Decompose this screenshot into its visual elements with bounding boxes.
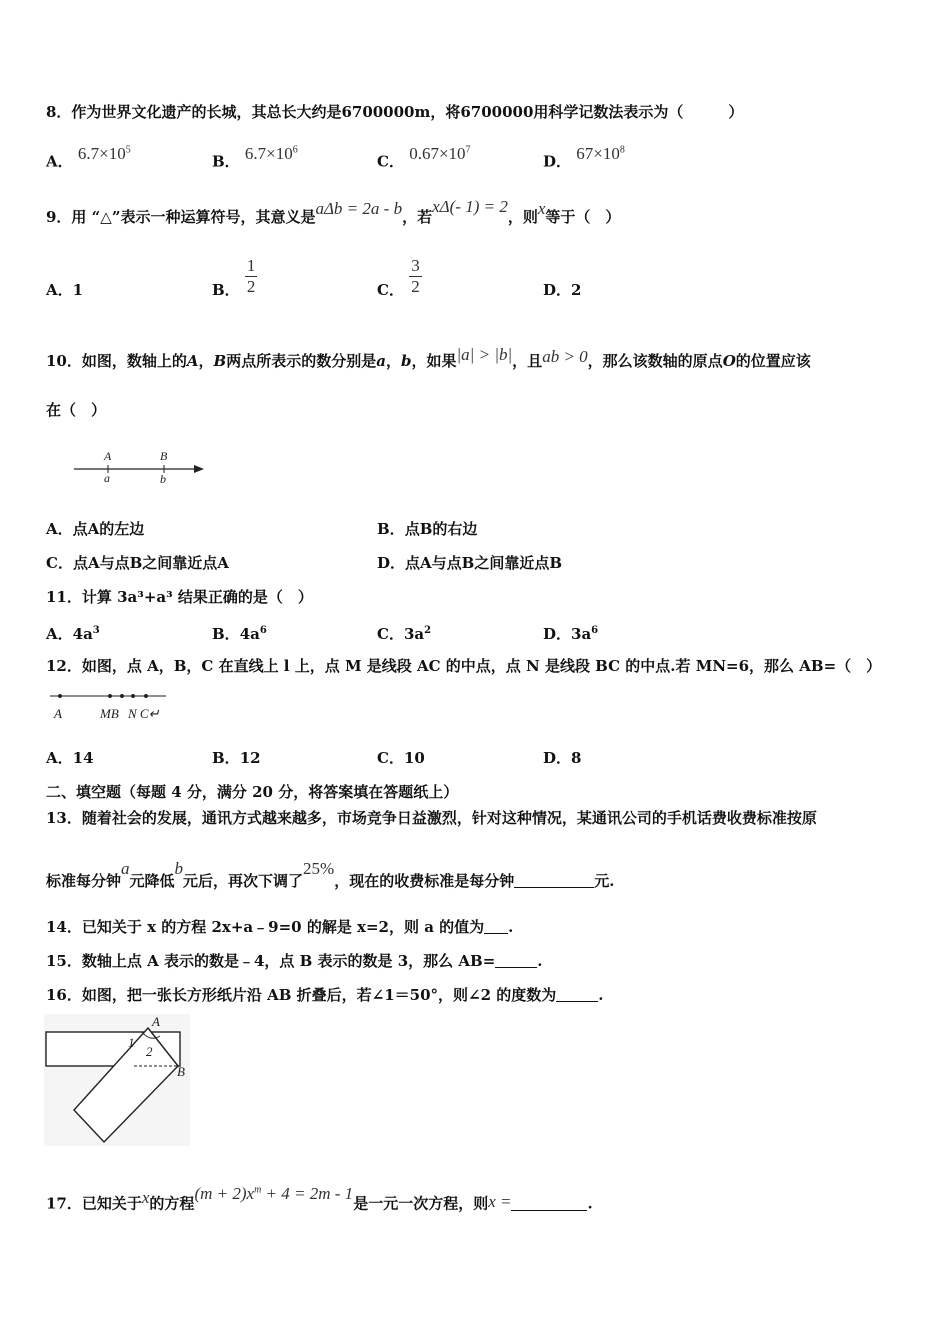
q11-option-d-coef: 3a: [571, 625, 592, 643]
q12-option-c-label: C．: [377, 749, 404, 767]
q10-option-a[interactable]: [46, 519, 144, 539]
q17-var: x: [141, 1187, 150, 1207]
q11-option-d[interactable]: [543, 621, 598, 644]
q16-folded-paper-figure: [44, 1014, 190, 1146]
q16-fig-2: 2: [146, 1044, 153, 1059]
q17-ans: x =: [488, 1191, 512, 1211]
q8-stem: 8．作为世界文化遗产的长城，其总长大约是6700000m，将6700000用科学记数法表示为（ ）: [46, 103, 744, 121]
q17-answer-blank[interactable]: [511, 1195, 587, 1211]
q13-p2: 元降低: [129, 872, 175, 890]
q9-option-a-label: A．: [46, 281, 73, 299]
q8-option-c[interactable]: [377, 143, 471, 172]
q10-expr1: |a| > |b|: [456, 345, 513, 364]
q12-stem: 12．如图，点 A，B，C 在直线上 l 上，点 M 是线段 AC 的中点，点 N 是线段 BC 的中点.若 MN=6，那么 AB=（ ）: [46, 657, 882, 675]
q12-fig-A: A: [54, 706, 62, 721]
q10-option-c-text: 点A与点B之间靠近点A: [72, 554, 229, 572]
q14-end: .: [508, 918, 514, 936]
q11-option-a-exp: 3: [92, 625, 100, 636]
q15: [46, 951, 543, 971]
q17-expr-exp: m: [254, 1184, 262, 1195]
q10-option-b-text: 点B的右边: [404, 520, 478, 538]
q9-stem-b: ，若: [402, 208, 433, 226]
q17-p3: 是一元一次方程，则: [353, 1194, 489, 1213]
q9-c-den: 2: [411, 277, 420, 296]
q11-stem: 11．计算 3a³+a³ 结果正确的是（ ）: [46, 588, 313, 606]
q10-option-a-label: A．: [46, 520, 73, 538]
q12-line-figure: [48, 688, 178, 724]
q8-d-exp: 8: [619, 144, 625, 155]
q8-b-base: 6.7×10: [244, 143, 293, 163]
q17-expr-a: (m + 2)x: [194, 1183, 255, 1203]
q13-p3: 元后，再次下调了: [183, 872, 304, 890]
q12-point-b: [120, 694, 124, 698]
q12-option-c[interactable]: [377, 748, 425, 768]
q17-p1: 17．已知关于: [46, 1194, 142, 1213]
q11-option-c-label: C．: [377, 625, 404, 643]
q8-d-base: 67×10: [576, 143, 620, 163]
q10-stem-f: 的位置应该: [735, 352, 811, 370]
q16-fig-1: 1: [128, 1035, 135, 1050]
q8-option-c-label: C．: [377, 152, 404, 171]
q11-option-d-label: D．: [543, 625, 572, 643]
q9-b-num: 1: [246, 256, 256, 275]
q10-arrow-icon: [194, 465, 204, 473]
q11-option-a[interactable]: [46, 621, 100, 644]
q11-option-d-exp: 6: [591, 625, 599, 636]
q10-number-line-figure: [70, 446, 210, 488]
q10-option-c-label: C．: [46, 554, 73, 572]
q10-sep1: ，: [198, 352, 214, 370]
q15-end: .: [537, 952, 543, 970]
q10-option-b[interactable]: [377, 519, 477, 539]
q9-option-c-label: C．: [377, 281, 404, 299]
q10-expr2: ab > 0: [542, 347, 588, 366]
q10-stem-e: ，那么该数轴的原点: [587, 352, 723, 370]
q12-option-d[interactable]: [543, 748, 581, 768]
q10-fig-B: B: [160, 449, 168, 463]
q10-option-d-text: 点A与点B之间靠近点B: [405, 554, 563, 572]
q9-stem: [46, 197, 621, 227]
q12-point-a: [58, 694, 62, 698]
q8-option-c-value: [409, 144, 470, 163]
q16-text: 16．如图，把一张长方形纸片沿 AB 折叠后，若∠1＝50°，则∠2 的度数为: [46, 986, 557, 1004]
q8-option-d[interactable]: [543, 143, 625, 172]
q9-option-d-label: D．: [543, 281, 572, 299]
q9-b-den: 2: [246, 277, 256, 296]
q11-option-b[interactable]: [212, 621, 267, 644]
q9-expr2: xΔ(- 1) = 2: [432, 197, 508, 216]
q8-option-a[interactable]: [46, 143, 131, 172]
q9-option-b-fraction: [245, 256, 258, 297]
q14: [46, 917, 513, 937]
q17: [46, 1183, 593, 1214]
q12-option-a-value: 14: [72, 749, 94, 767]
q8-option-a-value: [78, 144, 131, 163]
q10-B: B: [213, 352, 227, 370]
q13-answer-blank[interactable]: [514, 872, 594, 888]
q8-option-b-value: [245, 144, 298, 163]
q11-option-c[interactable]: [377, 621, 431, 644]
q8-b-exp: 6: [292, 144, 298, 155]
q11-option-b-label: B．: [212, 625, 240, 643]
q9-option-b-label: B．: [212, 281, 240, 299]
q9-option-c[interactable]: [377, 256, 422, 297]
q12-option-c-value: 10: [403, 749, 425, 767]
q9-stem-c: ，则: [507, 208, 538, 226]
q11-option-a-label: A．: [46, 625, 73, 643]
q12-point-c: [144, 694, 148, 698]
q13-p1: 标准每分钟: [46, 872, 122, 890]
q8-a-exp: 5: [125, 144, 131, 155]
q17-expr-b: + 4 = 2m - 1: [261, 1183, 354, 1203]
q12-option-b-label: B．: [212, 749, 240, 767]
q8-option-d-value: [576, 144, 625, 163]
q9-option-d-value: 2: [571, 281, 582, 299]
q10-fig-b: b: [160, 472, 166, 486]
q9-option-a-value: 1: [72, 281, 84, 299]
q11-option-c-coef: 3a: [403, 625, 425, 643]
q15-text: 15．数轴上点 A 表示的数是﹣4，点 B 表示的数是 3，那么 AB=: [46, 952, 496, 970]
q10-a: a: [376, 352, 386, 370]
q11-option-a-coef: 4a: [72, 625, 93, 643]
q8-c-base: 0.67×10: [409, 143, 466, 163]
q10-sep2: ，: [385, 352, 401, 370]
q17-expr: [194, 1184, 353, 1203]
q15-answer-blank[interactable]: [495, 952, 537, 968]
q13-p5: 元.: [594, 872, 615, 890]
q9-c-num: 3: [411, 256, 420, 275]
q12-fig-NC: N C↵: [128, 706, 160, 721]
q12-option-a-label: A．: [46, 749, 73, 767]
q9-option-d[interactable]: [543, 280, 581, 300]
q10-option-d[interactable]: [377, 553, 562, 573]
section-title-fill-blank: 二、填空题（每题 4 分，满分 20 分，将答案填在答题纸上）: [46, 783, 459, 801]
q9-stem-d: 等于（ ）: [545, 208, 621, 226]
q13-p4: ，现在的收费标准是每分钟: [334, 872, 515, 890]
q12-option-b-value: 12: [239, 749, 261, 767]
q16-fig-A: A: [152, 1014, 160, 1029]
q8-option-b-label: B．: [212, 152, 240, 171]
q14-answer-blank[interactable]: [484, 918, 508, 934]
q8-c-exp: 7: [465, 144, 471, 155]
q10-stem: [46, 345, 811, 371]
q10-stem-b: 两点所表示的数分别是: [226, 352, 377, 370]
q8-a-base: 6.7×10: [77, 143, 126, 163]
q10-stem-a: 10．如图，数轴上的: [46, 352, 187, 370]
q9-option-c-fraction: [409, 256, 422, 297]
q9-var: x: [537, 199, 546, 218]
q8-option-b[interactable]: [212, 143, 298, 172]
q13-a: a: [121, 859, 130, 878]
q11-option-b-coef: 4a: [239, 625, 260, 643]
q16-end: .: [598, 986, 604, 1004]
q17-end: .: [587, 1194, 593, 1213]
q11-option-c-exp: 2: [424, 625, 432, 636]
q10-fig-A: A: [104, 449, 112, 463]
q10-O: O: [722, 352, 736, 370]
q10-stem-d: ，且: [512, 352, 543, 370]
q9-option-a[interactable]: [46, 280, 83, 300]
q11-option-b-exp: 6: [259, 625, 267, 636]
q8-option-a-label: A．: [46, 152, 73, 171]
q14-text: 14．已知关于 x 的方程 2x+a﹣9=0 的解是 x=2，则 a 的值为: [46, 918, 485, 936]
q13-b: b: [174, 859, 184, 878]
q13-line2: [46, 859, 615, 891]
q9-option-b[interactable]: [212, 256, 257, 297]
q10-option-c[interactable]: [46, 553, 229, 573]
q9-expr1: aΔb = 2a - b: [315, 199, 403, 218]
q16-fig-B: B: [177, 1064, 185, 1079]
q10-option-a-text: 点A的左边: [72, 520, 145, 538]
q12-option-d-value: 8: [571, 749, 582, 767]
q10-stem-c: ，如果: [411, 352, 457, 370]
q10-option-b-label: B．: [377, 520, 405, 538]
q10-stem-line2: 在（ ）: [46, 401, 107, 419]
q12-point-n: [131, 694, 135, 698]
q10-A: A: [186, 352, 199, 370]
q8-option-d-label: D．: [543, 152, 572, 171]
q12-option-b[interactable]: [212, 748, 261, 768]
q12-fig-MB: MB: [100, 706, 119, 721]
q12-option-d-label: D．: [543, 749, 572, 767]
q16: [46, 985, 603, 1005]
q16-answer-blank[interactable]: [556, 986, 598, 1002]
q17-p2: 的方程: [149, 1194, 195, 1213]
q10-b: b: [400, 352, 412, 370]
q9-stem-a: 9．用 “△”表示一种运算符号，其意义是: [46, 208, 316, 226]
q10-fig-a: a: [104, 471, 110, 485]
q13-pct: 25%: [303, 859, 335, 878]
q12-option-a[interactable]: [46, 748, 94, 768]
q12-point-m: [108, 694, 112, 698]
q10-option-d-label: D．: [377, 554, 406, 572]
q13-line1: 13．随着社会的发展，通讯方式越来越多，市场竞争日益激烈，针对这种情况，某通讯公司的手机话费收费标准按原: [46, 809, 817, 827]
